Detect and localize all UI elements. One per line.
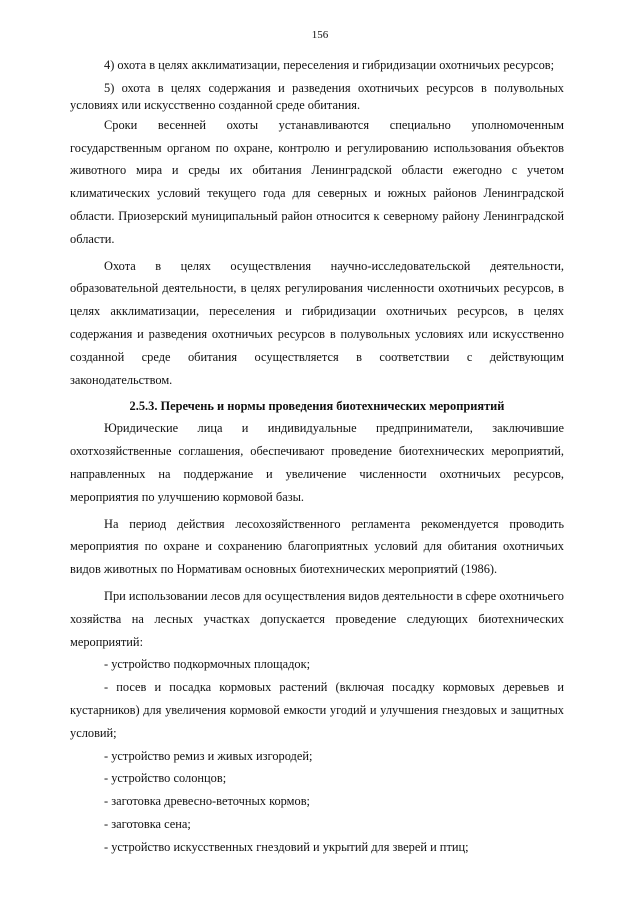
section-heading: 2.5.3. Перечень и нормы проведения биотехнических мероприятий xyxy=(129,399,505,414)
document-body xyxy=(70,54,564,859)
paragraph-hunting-acclimatization: 4) охота в целях акклиматизации, переселения и гибридизации охотничьих ресурсов; xyxy=(104,58,555,72)
list-item: - устройство подкормочных площадок; xyxy=(104,657,311,672)
paragraph-regulation-period: На период действия лесохозяйственного регламента рекомендуется проводить мероприятия по охране и сохранению благоприятных условий для обитания охотничьих видов животных по Нормативам основных биотехнических мероприятий (1986). xyxy=(70,516,564,577)
paragraph-hunting-semi-free: 5) охота в целях содержания и разведения охотничьих ресурсов в полувольных условиях или искусственно созданной среде обитания. xyxy=(70,80,564,112)
list-item: - устройство искусственных гнездовий и укрытий для зверей и птиц; xyxy=(104,839,469,854)
paragraph-hunting-research: Охота в целях осуществления научно-исследовательской деятельности, образовательной деятельности, в целях регулирования численности охотничьих ресурсов, в целях акклиматизации, переселения и гибридизации охотничьих ресурсов, в целях содержания и разведения охотничьих ресурсов в полувольных условиях или искусственно созданной среде обитания осуществляется в соответствии с действующим законодательством. xyxy=(70,258,564,387)
page-number: 156 xyxy=(311,29,329,41)
paragraph-forest-use: При использовании лесов для осуществления видов деятельности в сфере охотничьего хозяйства на лесных участках допускается проведение следующих биотехнических мероприятий: xyxy=(70,588,564,649)
list-item: - устройство ремиз и живых изгородей; xyxy=(104,748,313,763)
list-item: - заготовка сена; xyxy=(104,816,191,831)
paragraph-spring-hunting-dates: Сроки весенней охоты устанавливаются специально уполномоченным государственным органом по охране, контролю и регулированию использования объектов животного мира и среды их обитания Ленинградской области ежегодно с учетом климатических условий текущего года для северных и южных районов Ленинградской области. Приозерский муниципальный район относится к северному району Ленинградской области. xyxy=(70,117,564,246)
list-item: - устройство солонцов; xyxy=(104,771,227,786)
paragraph-legal-entities: Юридические лица и индивидуальные предприниматели, заключившие охотхозяйственные соглашения, обеспечивают проведение биотехнических мероприятий, направленных на поддержание и увеличение численности охотничьих ресурсов, мероприятия по улучшению кормовой базы. xyxy=(70,421,564,504)
list-item: - посев и посадка кормовых растений (включая посадку кормовых деревьев и кустарников) для увеличения кормовой емкости угодий и улучшения гнездовых и защитных условий; xyxy=(70,680,564,740)
list-item: - заготовка древесно-веточных кормов; xyxy=(104,794,310,809)
